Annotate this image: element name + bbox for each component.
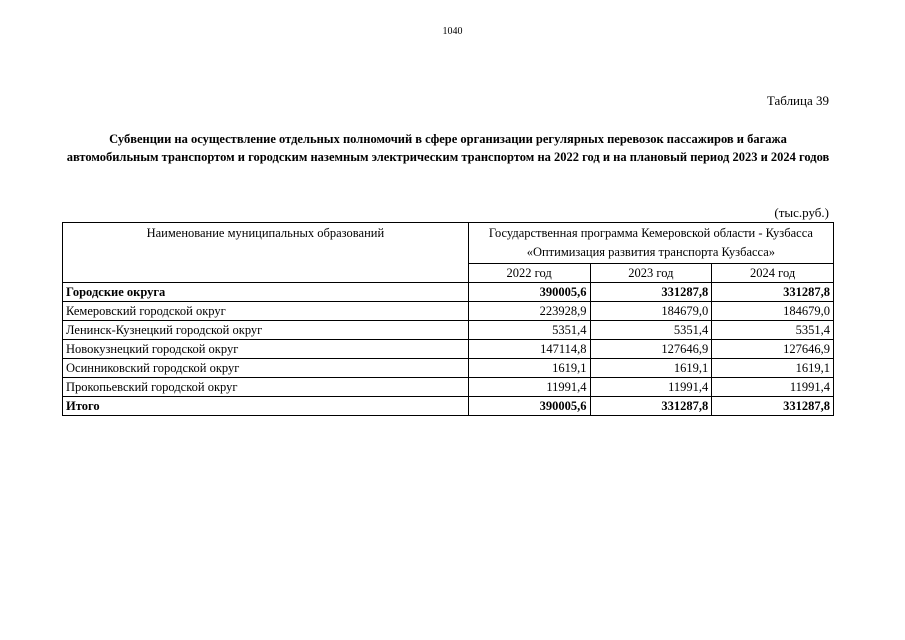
value-2023-cell: 5351,4 [590,321,712,340]
value-2022-cell: 5351,4 [468,321,590,340]
units-label: (тыс.руб.) [774,205,829,220]
page-number: 1040 [442,26,463,37]
value-2024-cell: 11991,4 [712,378,834,397]
table-row [63,321,834,340]
value-2023-cell: 184679,0 [590,302,712,321]
table-row [63,283,834,302]
value-2024-cell: 331287,8 [712,283,834,302]
value-2023-cell: 127646,9 [590,340,712,359]
year-header-2024: 2024 год [712,264,834,283]
value-2024-cell: 331287,8 [712,397,834,416]
municipality-name-cell: Новокузнецкий городской округ [63,340,469,359]
value-2022-cell: 11991,4 [468,378,590,397]
table-row [63,397,834,416]
municipality-name-cell: Кемеровский городской округ [63,302,469,321]
value-2023-cell: 1619,1 [590,359,712,378]
municipality-column-header: Наименование муниципальных образований [63,223,469,283]
program-column-header: Государственная программа Кемеровской области - Кузбасса «Оптимизация развития транспорта Кузбасса» [468,223,833,264]
table-label: Таблица 39 [766,93,829,108]
value-2022-cell: 390005,6 [468,397,590,416]
year-header-2023: 2023 год [590,264,712,283]
document-title: Субвенции на осуществление отдельных полномочий в сфере организации регулярных перевозок пассажиров и багажа автомобильным транспортом и городским наземным электрическим транспортом на 2022 год и на плановый период 2023 и 2024 годов [66,132,830,164]
table-row [63,359,834,378]
value-2024-cell: 127646,9 [712,340,834,359]
year-header-2022: 2022 год [468,264,590,283]
value-2024-cell: 184679,0 [712,302,834,321]
value-2024-cell: 5351,4 [712,321,834,340]
value-2022-cell: 390005,6 [468,283,590,302]
value-2023-cell: 11991,4 [590,378,712,397]
table-body [63,283,834,416]
value-2023-cell: 331287,8 [590,397,712,416]
municipality-name-cell: Прокопьевский городской округ [63,378,469,397]
municipality-name-cell: Осинниковский городской округ [63,359,469,378]
table-row [63,340,834,359]
value-2023-cell: 331287,8 [590,283,712,302]
value-2022-cell: 1619,1 [468,359,590,378]
value-2022-cell: 223928,9 [468,302,590,321]
table-row [63,302,834,321]
subsidies-table [62,222,834,416]
value-2024-cell: 1619,1 [712,359,834,378]
value-2022-cell: 147114,8 [468,340,590,359]
municipality-name-cell: Городские округа [63,283,469,302]
table-row [63,378,834,397]
municipality-name-cell: Ленинск-Кузнецкий городской округ [63,321,469,340]
municipality-name-cell: Итого [63,397,469,416]
